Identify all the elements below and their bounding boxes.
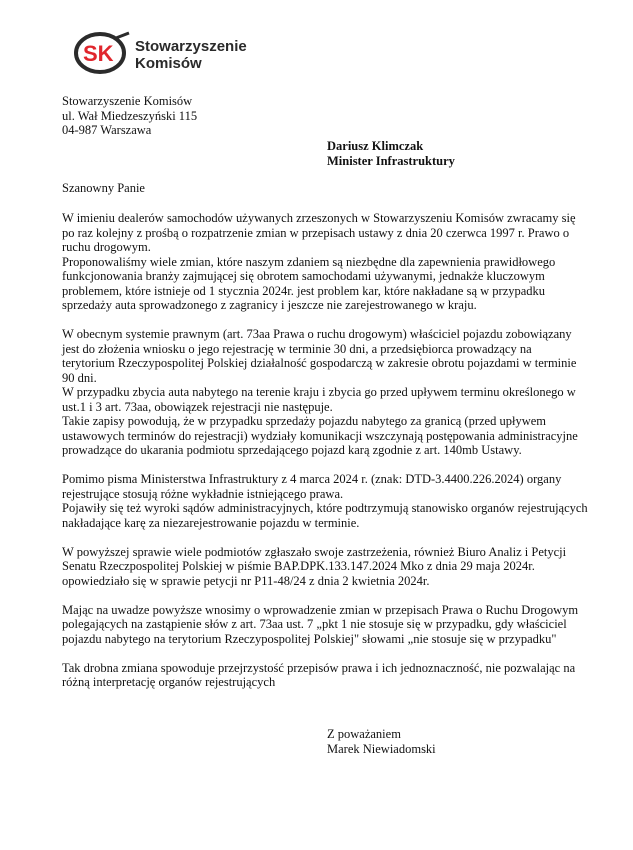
paragraph-line: jest do złożenia wniosku o jego rejestrację w terminie 30 dni, a przedsiębiorca prowadzący na xyxy=(62,341,532,356)
recipient-block xyxy=(327,139,455,168)
letter-body xyxy=(62,211,602,704)
letter-paragraph xyxy=(62,661,602,690)
paragraph-line: pojazdu nabytego na terytorium Rzeczypospolitej Polskiej" słowami „nie stosuje się w przypadku" xyxy=(62,631,557,646)
logo-wordmark xyxy=(135,38,247,72)
sk-monogram-icon xyxy=(74,30,130,76)
paragraph-line: W obecnym systemie prawnym (art. 73aa Prawa o ruchu drogowym) właściciel pojazdu zobowiązany xyxy=(62,327,572,341)
sender-line: Stowarzyszenie Komisów xyxy=(62,94,193,108)
paragraph-line: Pojawiły się też wyroki sądów administracyjnych, które podtrzymują stanowisko organów rejestrujących xyxy=(62,501,588,515)
logo-name-line1: Stowarzyszenie xyxy=(135,38,247,55)
paragraph-line: Tak drobna zmiana spowoduje przejrzystość przepisów prawa i ich jednoznaczność, nie pozwalając na xyxy=(62,660,576,675)
letter-paragraph xyxy=(62,327,602,458)
paragraph-line: po raz kolejny z prośbą o rozpatrzenie zmian w przepisach ustawy z dnia 20 czerwca 1997 r. Prawo o xyxy=(62,225,570,240)
paragraph-line: W powyższej sprawie wiele podmiotów zgłaszało swoje zastrzeżenia, również Biuro Analiz i Petycji xyxy=(62,544,567,559)
sender-line: ul. Wał Miedzeszyński 115 xyxy=(62,108,198,123)
paragraph-line: ust.1 i 3 art. 73aa, obowiązek rejestracji nie następuje. xyxy=(62,399,333,414)
letter-paragraph xyxy=(62,211,602,313)
salutation: Szanowny Panie xyxy=(62,181,145,195)
paragraph-line: W imieniu dealerów samochodów używanych zrzeszonych w Stowarzyszeniu Komisów zwracamy się xyxy=(62,211,576,225)
paragraph-line: sprzedaży auta sprowadzonego z zagranicy i jeszcze nie zarejestrowanego w kraju. xyxy=(62,298,477,312)
paragraph-line: Takie zapisy powodują, że w przypadku sprzedaży pojazdu nabytego za granicą (przed upływem xyxy=(62,414,546,428)
logo-monogram: SK xyxy=(83,41,114,66)
paragraph-line: W przypadku zbycia auta nabytego na terenie kraju i zbycia go przed upływem terminu określonego w xyxy=(62,385,576,399)
closing-phrase: Z poważaniem xyxy=(327,727,401,741)
paragraph-line: terytorium Rzeczypospolitej Polskiej działalność gospodarczą w zakresie obrotu pojazdami w terminie xyxy=(62,356,577,370)
letter-paragraph xyxy=(62,603,602,647)
paragraph-line: problemem, które istnieje od 1 stycznia 2024r. jest problem kar, które nakładane są w przypadku xyxy=(62,283,546,298)
paragraph-line: funkcjonowania branży zajmującej się obrotem samochodami używanymi, jednakże kluczowym xyxy=(62,269,545,283)
letter-paragraph xyxy=(62,472,602,530)
closing-block xyxy=(327,727,436,756)
paragraph-line: polegających na zastąpienie słów z art. 73aa ust. 7 „pkt 1 nie stosuje się w przypadku, gdy właściciel xyxy=(62,617,567,631)
paragraph-line: Senatu Rzeczpospolitej Polskiej w piśmie BAP.DPK.133.147.2024 Mko z dnia 29 maja 2024r. xyxy=(62,559,535,573)
paragraph-line: opowiedziało się w sprawie petycji nr P11-48/24 z dnia 2 kwietnia 2024r. xyxy=(62,573,430,588)
signatory-name: Marek Niewiadomski xyxy=(327,741,436,756)
paragraph-line: Mając na uwadze powyższe wnosimy o wprowadzenie zmian w przepisach Prawa o Ruchu Drogowym xyxy=(62,602,579,617)
logo-name-line2: Komisów xyxy=(135,55,202,72)
paragraph-line: ustawowych terminów do rejestracji) wydziały komunikacji wszczynają postępowania administracyjne xyxy=(62,428,578,443)
sender-address xyxy=(62,94,197,138)
paragraph-line: prowadzące do ukarania podmiotu sprzedającego pojazd karą zgodnie z art. 140mb Ustawy. xyxy=(62,443,522,457)
recipient-title: Minister Infrastruktury xyxy=(327,153,455,168)
paragraph-line: nakładające karę za niezarejestrowanie pojazdu w terminie. xyxy=(62,515,360,530)
paragraph-line: Pomimo pisma Ministerstwa Infrastruktury z 4 marca 2024 r. (znak: DTD-3.4400.226.2024) organy xyxy=(62,472,562,486)
recipient-name: Dariusz Klimczak xyxy=(327,139,424,153)
paragraph-line: różną interpretację organów rejestrujących xyxy=(62,675,276,689)
letter-paragraph xyxy=(62,545,602,589)
paragraph-line: rejestrujące stosują różne wykładnie istniejącego prawa. xyxy=(62,486,344,501)
paragraph-line: Proponowaliśmy wiele zmian, które naszym zdaniem są niezbędne dla zapewnienia prawidłowego xyxy=(62,254,556,269)
sender-line: 04-987 Warszawa xyxy=(62,123,152,137)
paragraph-line: ruchu drogowym. xyxy=(62,240,151,254)
organization-logo xyxy=(74,30,274,76)
paragraph-line: 90 dni. xyxy=(62,370,97,385)
